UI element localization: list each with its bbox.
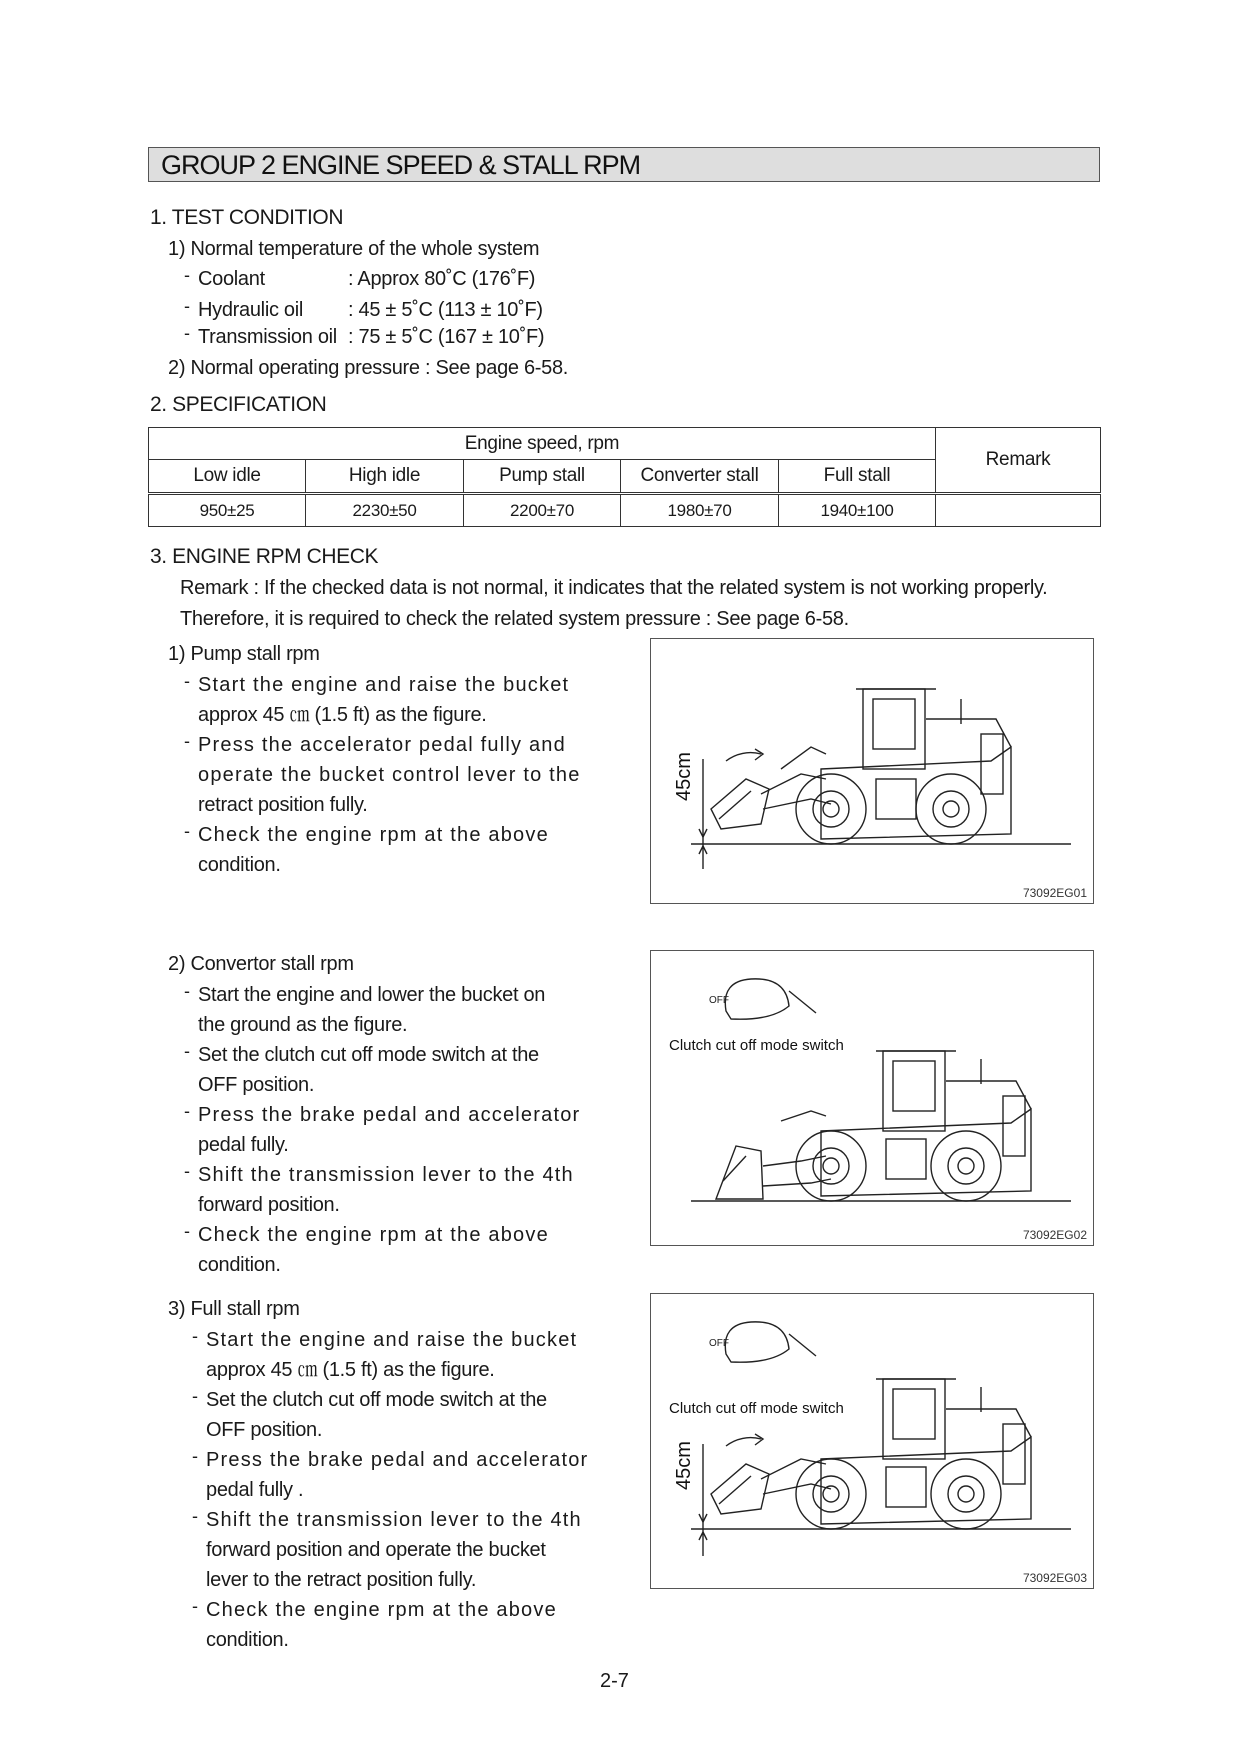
transmission-row: - Transmission oil <box>184 323 337 348</box>
wheel-loader-lowered-icon <box>651 951 1095 1247</box>
conv-switch-label: Clutch cut off mode switch <box>669 1037 844 1054</box>
conv-step1-line2: the ground as the figure. <box>198 1014 408 1036</box>
full-step1-line1: - Start the engine and raise the bucket <box>192 1326 578 1351</box>
conv-step5-line1: - Check the engine rpm at the above <box>184 1221 549 1246</box>
figure-pump-stall <box>650 638 1094 904</box>
pump-step2-line2: operate the bucket control lever to the <box>198 764 581 786</box>
remark-header: Remark <box>936 428 1101 494</box>
conv-step5-line2: condition. <box>198 1254 281 1276</box>
coolant-value: : Approx 80˚C (176˚F) <box>348 268 536 290</box>
value-high-idle: 2230±50 <box>306 494 464 527</box>
conv-step2-line2: OFF position. <box>198 1074 315 1096</box>
full-step2-line2: OFF position. <box>206 1419 323 1441</box>
col-pump-stall: Pump stall <box>464 460 621 494</box>
conv-step3-line2: pedal fully. <box>198 1134 289 1156</box>
transmission-label: Transmission oil <box>198 326 337 348</box>
col-high-idle: High idle <box>306 460 464 494</box>
conv-figure-code: 73092EG02 <box>1022 1228 1087 1242</box>
pump-height-label: 45cm <box>673 752 695 801</box>
wheel-loader-raised-switch-icon <box>651 1294 1095 1590</box>
figure-convertor-stall <box>650 950 1094 1246</box>
pump-step3-line1: - Check the engine rpm at the above <box>184 821 549 846</box>
full-height-label: 45cm <box>673 1441 695 1490</box>
full-figure-code: 73092EG03 <box>1022 1571 1087 1585</box>
svg-text:OFF: OFF <box>709 1338 729 1349</box>
full-switch-label: Clutch cut off mode switch <box>669 1400 844 1417</box>
value-remark <box>936 494 1101 527</box>
hydraulic-label: Hydraulic oil <box>198 299 304 321</box>
pump-step1-line2: approx 45 ㎝ (1.5 ft) as the figure. <box>198 704 487 726</box>
hydraulic-row: - Hydraulic oil <box>184 296 304 321</box>
section3-title: 3. ENGINE RPM CHECK <box>150 545 379 568</box>
transmission-value: : 75 ± 5˚C (167 ± 10˚F) <box>348 326 545 348</box>
col-converter-stall: Converter stall <box>621 460 779 494</box>
figure-full-stall <box>650 1293 1094 1589</box>
full-step1-line2: approx 45 ㎝ (1.5 ft) as the figure. <box>206 1359 495 1381</box>
coolant-label: Coolant <box>198 268 265 290</box>
pump-step1-line1: - Start the engine and raise the bucket <box>184 671 570 696</box>
conv-step4-line2: forward position. <box>198 1194 340 1216</box>
full-step2-line1: - Set the clutch cut off mode switch at the <box>192 1386 547 1411</box>
value-low-idle: 950±25 <box>149 494 306 527</box>
value-converter-stall: 1980±70 <box>621 494 779 527</box>
group-title: GROUP 2 ENGINE SPEED & STALL RPM <box>161 150 641 180</box>
test-condition-item1: 1) Normal temperature of the whole system <box>168 238 540 260</box>
group-header <box>148 147 1100 182</box>
value-full-stall: 1940±100 <box>779 494 936 527</box>
page-number: 2-7 <box>600 1670 629 1692</box>
wheel-loader-raised-icon <box>651 639 1095 905</box>
coolant-row: - Coolant <box>184 265 265 290</box>
col-low-idle: Low idle <box>149 460 306 494</box>
test-condition-item2: 2) Normal operating pressure : See page 6-58. <box>168 357 569 379</box>
pump-step2-line3: retract position fully. <box>198 794 368 816</box>
remark-line2: Therefore, it is required to check the related system pressure : See page 6-58. <box>180 608 849 630</box>
section1-title: 1. TEST CONDITION <box>150 206 344 229</box>
conv-step4-line1: - Shift the transmission lever to the 4th <box>184 1161 574 1186</box>
pump-stall-title: 1) Pump stall rpm <box>168 643 320 665</box>
pump-figure-code: 73092EG01 <box>1022 886 1087 900</box>
conv-step2-line1: - Set the clutch cut off mode switch at the <box>184 1041 539 1066</box>
convertor-stall-title: 2) Convertor stall rpm <box>168 953 354 975</box>
full-step3-line1: - Press the brake pedal and accelerator <box>192 1446 589 1471</box>
conv-step1-line1: - Start the engine and lower the bucket on <box>184 981 546 1006</box>
svg-text:OFF: OFF <box>709 995 729 1006</box>
section2-title: 2. SPECIFICATION <box>150 393 327 416</box>
full-step4-line2: forward position and operate the bucket <box>206 1539 546 1561</box>
pump-step3-line2: condition. <box>198 854 281 876</box>
full-step4-line3: lever to the retract position fully. <box>206 1569 477 1591</box>
value-pump-stall: 2200±70 <box>464 494 621 527</box>
specification-table <box>148 427 1101 527</box>
full-step3-line2: pedal fully . <box>206 1479 304 1501</box>
engine-speed-header: Engine speed, rpm <box>149 428 936 460</box>
remark-line1: Remark : If the checked data is not normal, it indicates that the related system is not working properly. <box>180 577 1048 599</box>
conv-step3-line1: - Press the brake pedal and accelerator <box>184 1101 581 1126</box>
full-step5-line2: condition. <box>206 1629 289 1651</box>
col-full-stall: Full stall <box>779 460 936 494</box>
full-step4-line1: - Shift the transmission lever to the 4th <box>192 1506 582 1531</box>
hydraulic-value: : 45 ± 5˚C (113 ± 10˚F) <box>348 299 543 321</box>
full-step5-line1: - Check the engine rpm at the above <box>192 1596 557 1621</box>
full-stall-title: 3) Full stall rpm <box>168 1298 300 1320</box>
pump-step2-line1: - Press the accelerator pedal fully and <box>184 731 566 756</box>
